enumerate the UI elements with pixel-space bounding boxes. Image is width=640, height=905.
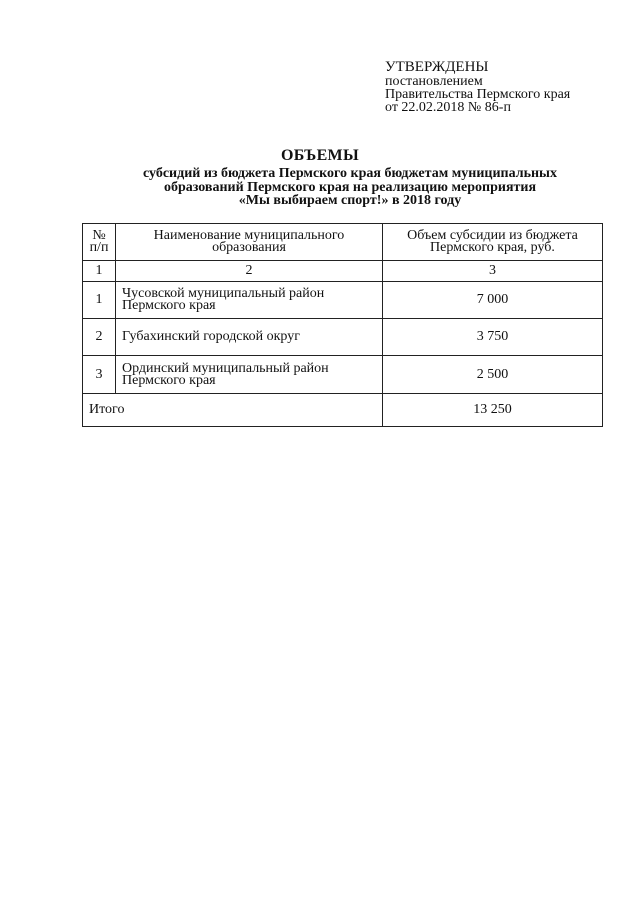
header-name-line-1: Наименование муниципального [153, 228, 345, 243]
column-index-3: 3 [383, 261, 603, 282]
approval-line-1: постановлением [385, 74, 483, 89]
row-number: 3 [83, 356, 116, 394]
approval-line-2: Правительства Пермского края [385, 87, 571, 102]
header-name-line-2: образования [212, 240, 286, 255]
header-number-line-2: п/п [89, 240, 109, 255]
subtitle-line-3: «Мы выбираем спорт!» в 2018 году [238, 193, 462, 208]
table-row [83, 319, 603, 356]
approval-stamp [385, 60, 625, 114]
document-subtitle [80, 167, 620, 208]
municipality-name-line-1: Чусовской муниципальный район [122, 286, 325, 301]
document-title: ОБЪЕМЫ [281, 147, 359, 164]
row-number: 2 [83, 319, 116, 356]
header-value-line-1: Объем субсидии из бюджета [407, 228, 578, 243]
header-number-cell [83, 224, 116, 261]
subtitle-line-2: образований Пермского края на реализацию мероприятия [163, 179, 537, 195]
header-number-line-1: № [92, 228, 106, 243]
row-number: 1 [83, 282, 116, 319]
header-value-line-2: Пермского края, руб. [430, 240, 555, 255]
table-row [83, 356, 603, 394]
approval-title: УТВЕРЖДЕНЫ [385, 59, 489, 75]
subsidy-amount: 7 000 [383, 282, 603, 319]
municipality-name-line-2: Пермского края [122, 298, 216, 313]
municipality-name [116, 319, 383, 356]
municipality-name [116, 282, 383, 319]
header-name-cell [116, 224, 383, 261]
subsidy-amount: 3 750 [383, 319, 603, 356]
subsidy-table [82, 223, 603, 427]
municipality-name-line-1: Ординский муниципальный район [122, 360, 329, 376]
header-value-cell [383, 224, 603, 261]
table-row [83, 282, 603, 319]
total-amount: 13 250 [383, 394, 603, 427]
total-label: Итого [83, 394, 383, 427]
municipality-name [116, 356, 383, 394]
municipality-name-line-2: Пермского края [122, 372, 216, 388]
column-index-2: 2 [116, 261, 383, 282]
subsidy-amount: 2 500 [383, 356, 603, 394]
approval-line-3: от 22.02.2018 № 86-п [385, 100, 511, 115]
municipality-name-line-1: Губахинский городской округ [122, 329, 300, 344]
total-row [83, 394, 603, 427]
column-index-1: 1 [83, 261, 116, 282]
subtitle-line-1: субсидий из бюджета Пермского края бюджетам муниципальных [143, 166, 557, 181]
column-index-row [83, 261, 603, 282]
table-header-row [83, 224, 603, 261]
